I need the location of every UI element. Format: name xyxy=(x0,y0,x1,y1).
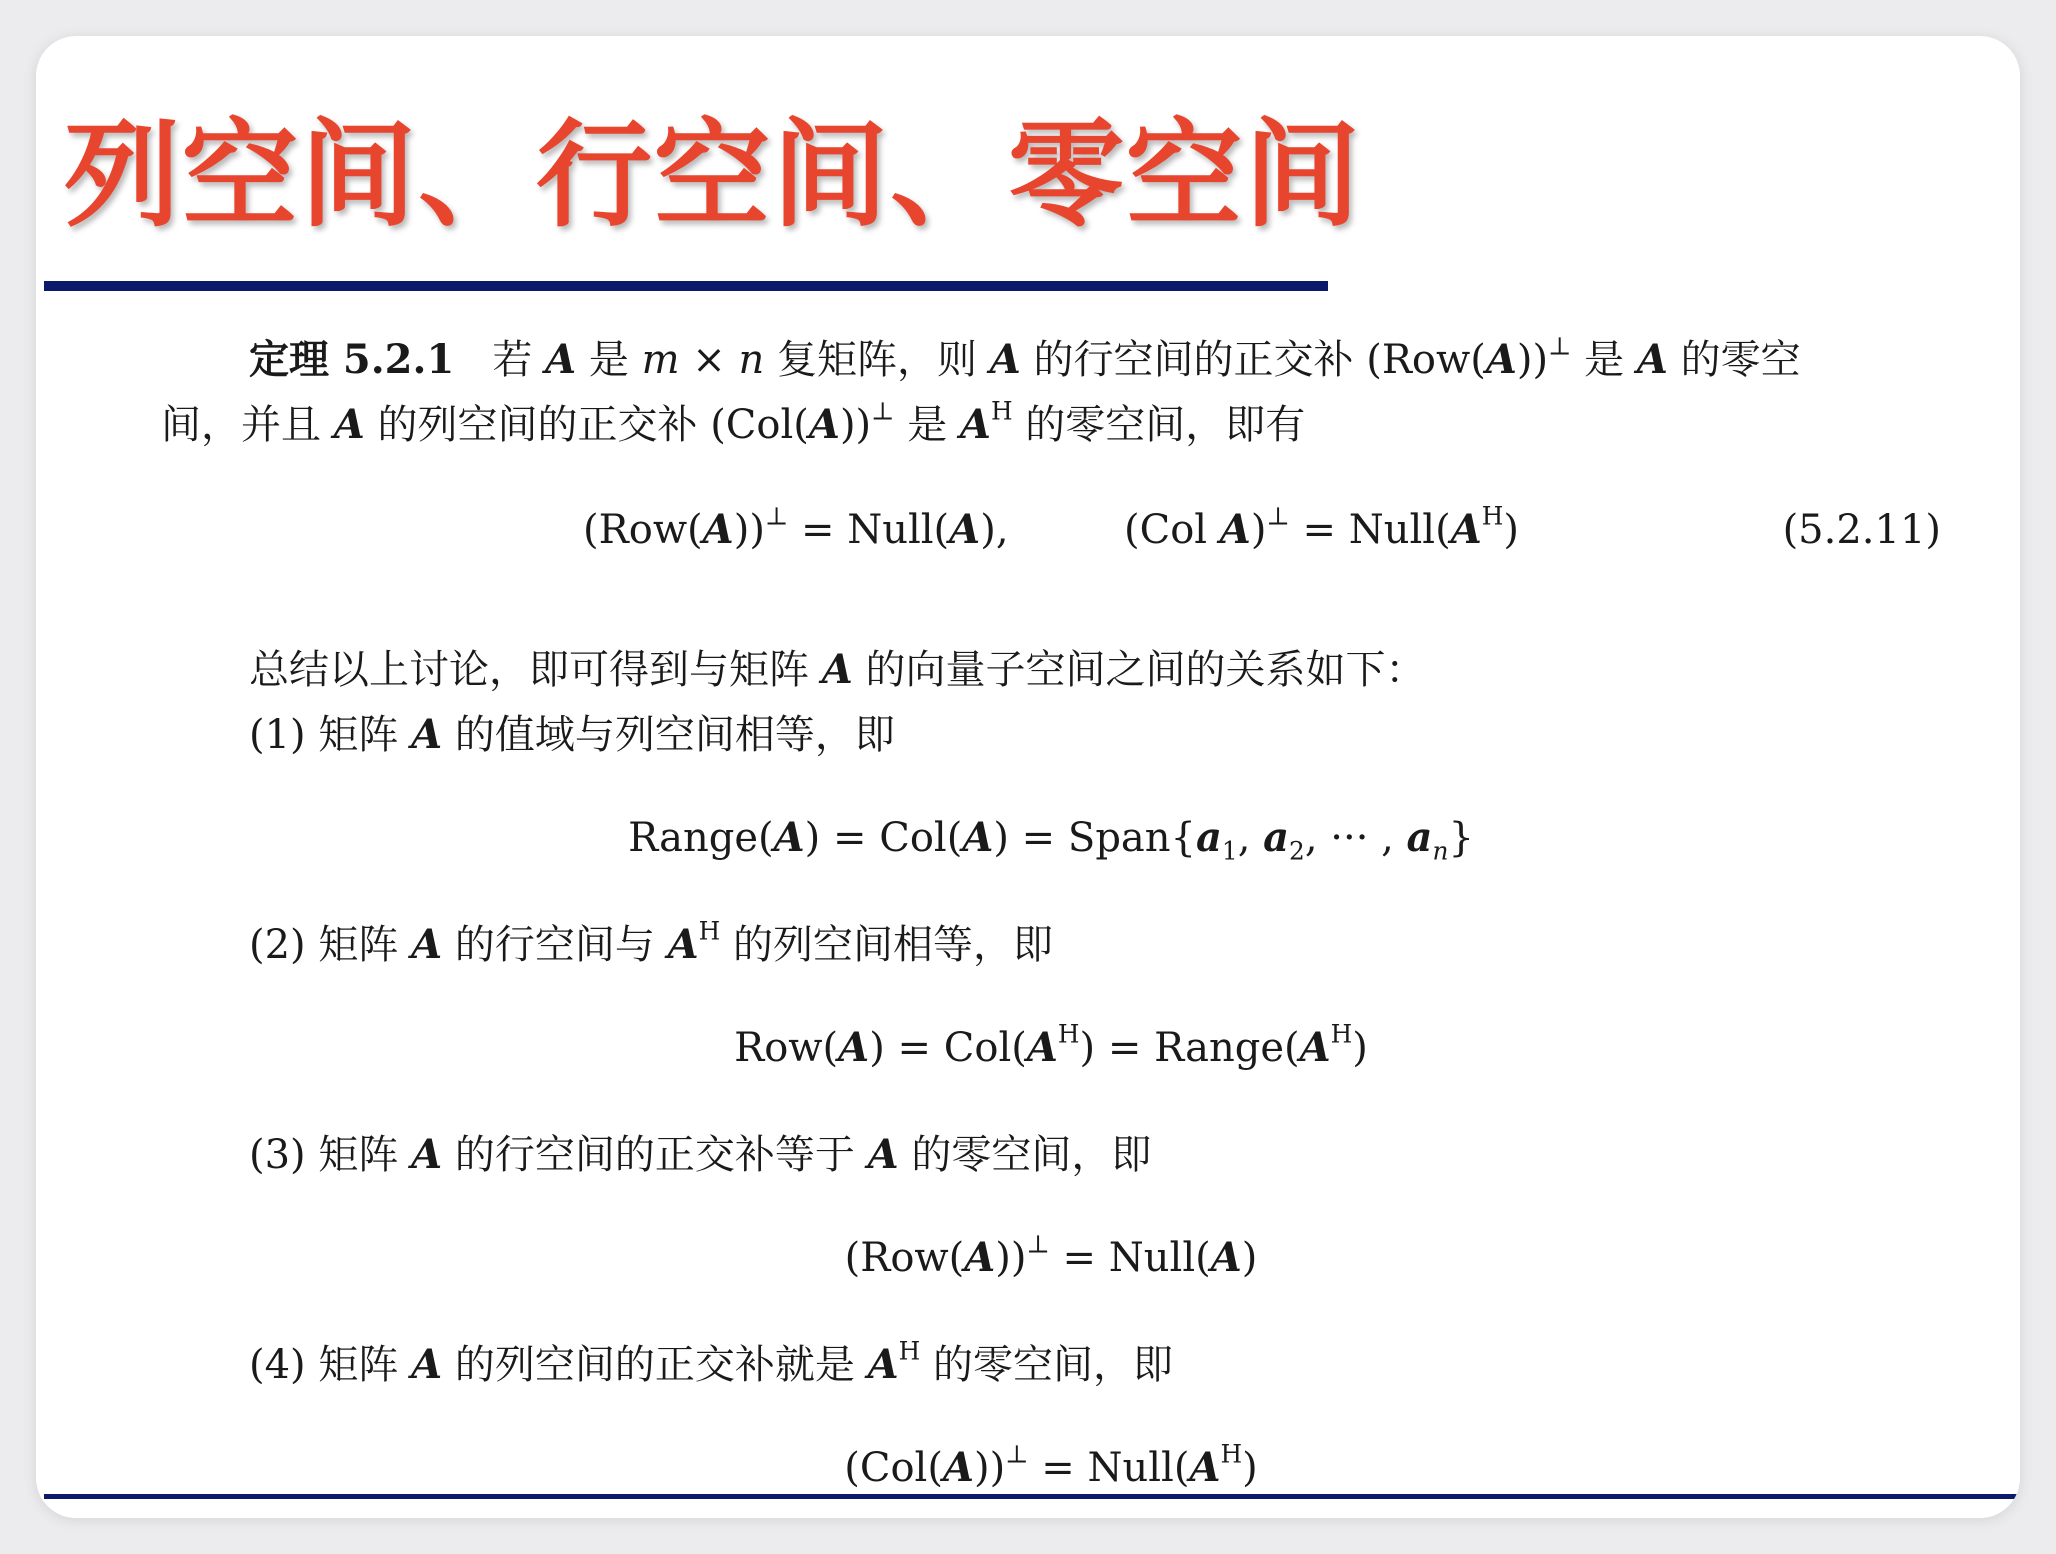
formula-1: Range(A) = $Col(A) = Span\{a_1$, $a_2$, ··· , $a_n$} xyxy=(628,814,1474,866)
formula-4: $(Col(A))^\perp = Null(A^H)$ xyxy=(844,1439,1258,1491)
formula-3: (Row(A))⊥ = Null(A) xyxy=(844,1229,1258,1281)
list-item-1: (1) 矩阵 A 的值域与列空间相等，即 xyxy=(249,711,895,758)
list-item-4: (4) 矩阵 A 的列空间的正交补就是 $A^H$ 的零空间，即 xyxy=(249,1336,1173,1388)
title-underline xyxy=(44,281,1328,291)
theorem-label: 定理 5.2.1 xyxy=(249,336,455,383)
theorem-line-1 xyxy=(249,330,1801,390)
footer-rule xyxy=(44,1494,2020,1499)
theorem-line-2 xyxy=(161,395,1305,455)
list-item-3: (3) 矩阵 A 的行空间的正交补等于 A 的零空间，即 xyxy=(249,1131,1152,1178)
list-item-2: (2) 矩阵 A 的行空间与 $A^H$ 的列空间相等，即 xyxy=(249,916,1053,968)
formula-2: $Row(A) = Col(A^H)$ = $Range(A^H)$ xyxy=(734,1019,1368,1071)
theorem-text-line-1: 若 A 是 m × n 复矩阵，则 A 的行空间的正交补 (Row(A))⊥ 是 A 的零空 xyxy=(467,331,1801,383)
equation-number: (5.2.11) xyxy=(1782,507,1941,553)
theorem-equation xyxy=(161,500,1941,560)
theorem-text-line-2: 间，并且 A 的列空间的正交补 (Col(A))⊥ 是 $A^H$ 的零空间，即有 xyxy=(161,396,1306,448)
slide-title: 列空间、行空间、零空间 xyxy=(64,108,1362,243)
slide xyxy=(36,36,2020,1518)
theorem-equation-left: (Row(A))⊥ = Null(A), xyxy=(583,501,1009,553)
summary-intro: 总结以上讨论，即可得到与矩阵 A 的向量子空间之间的关系如下： xyxy=(249,646,1426,693)
theorem-equation-right: (Col $A)^\perp = Null(A^H)$ xyxy=(1123,501,1519,553)
